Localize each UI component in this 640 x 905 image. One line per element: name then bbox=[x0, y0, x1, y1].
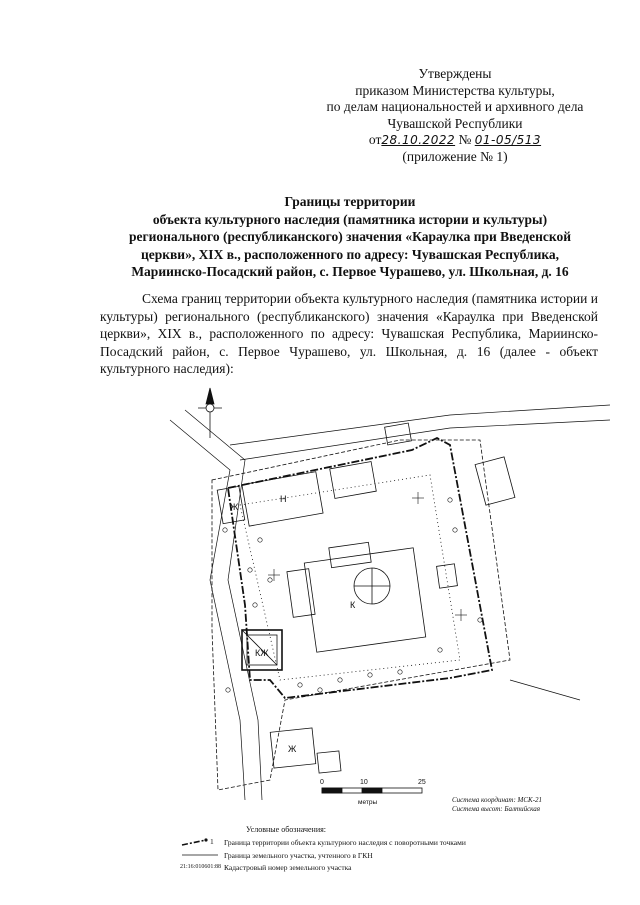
object-label: КЖ bbox=[255, 648, 269, 658]
church-label: К bbox=[350, 600, 356, 610]
approval-line-1: Утверждены bbox=[418, 66, 492, 81]
approval-date: 28.10.2022 bbox=[381, 133, 456, 147]
territory-scheme-map bbox=[150, 380, 620, 830]
scale-0: 0 bbox=[320, 779, 324, 786]
scale-25: 25 bbox=[418, 779, 426, 786]
approval-line-3: по делам национальностей и архивного дела bbox=[326, 99, 584, 114]
parcel-boundary-icon bbox=[180, 850, 220, 860]
description-paragraph: Схема границ территории объекта культурного наследия (памятника истории и культуры) регионального (республиканского) значения «Караулка при Введенской церкви», XIX в., расположенного по адресу: Чувашская Республика, Мариинско-Посадский район, с. Первое Чурашево, ул. Школьная, д. 16 (далее - объект культурного наследия): bbox=[100, 291, 598, 376]
house-label-b: Н bbox=[280, 494, 287, 504]
approval-number: 01-05/513 bbox=[474, 133, 542, 147]
document-title: Границы территории объекта культурного наследия (памятника истории и культуры) регионального (республиканского) значения «Караулка при Введенской церкви», XIX в., расположенного по адресу: Чувашская Республика, Мариинско-Посадский район, с. Первое Чурашево, ул. Школьная, д. 16 bbox=[129, 194, 571, 279]
legend-item-cadastral: 21:16:010601:88 Кадастровый номер земельного участка bbox=[180, 863, 352, 872]
approval-appendix: (приложение № 1) bbox=[402, 148, 508, 164]
territory-boundary bbox=[228, 438, 492, 698]
coordinate-systems: Система координат: МСК-21 Система высот: Балтийская bbox=[452, 796, 543, 813]
bottom-house-label: Ж bbox=[288, 744, 297, 754]
legend-item-parcel: Граница земельного участка, учтенного в ГКН bbox=[224, 850, 373, 861]
scale-unit: метры bbox=[358, 799, 378, 806]
house-label-a: Ж bbox=[230, 502, 239, 512]
approval-line-4: Чувашской Республики bbox=[387, 115, 523, 131]
legend-heading: Условные обозначения: bbox=[246, 825, 327, 834]
approval-block bbox=[300, 66, 610, 165]
approval-line-2: приказом Министерства культуры, bbox=[355, 82, 555, 98]
legend-item-boundary: 1 Граница территории объекта культурного наследия с поворотными точками bbox=[224, 837, 466, 848]
scale-10: 10 bbox=[360, 779, 368, 786]
approval-date-line: от28.10.2022 № 01-05/513 bbox=[368, 132, 542, 147]
church-building bbox=[287, 542, 426, 652]
boundary-symbol-icon bbox=[180, 837, 220, 847]
